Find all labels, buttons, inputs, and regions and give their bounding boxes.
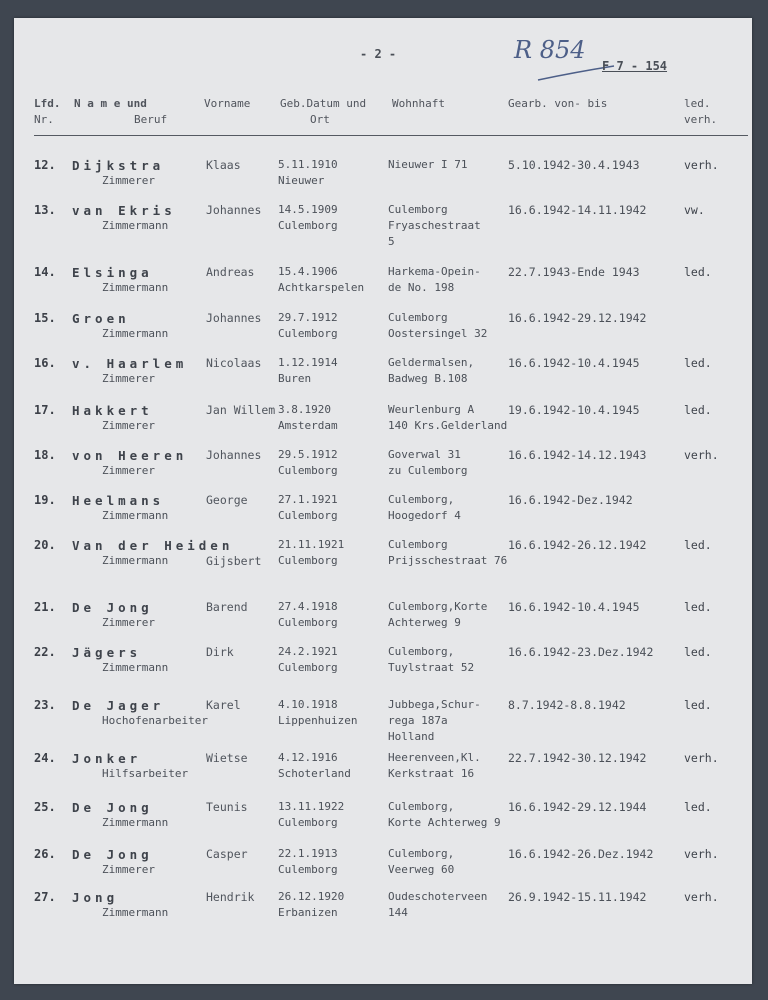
- first-name: Nicolaas: [206, 356, 262, 370]
- surname: von Heeren: [72, 448, 188, 463]
- residence-line: Culemborg,: [388, 493, 455, 506]
- residence-line: Nieuwer I 71: [388, 158, 468, 171]
- header-geb-datum: Geb.Datum und: [280, 97, 367, 110]
- residence-line: Korte Achterweg 9: [388, 816, 501, 829]
- residence-line: 140 Krs.Gelderland: [388, 419, 508, 432]
- residence-line: Goverwal 31: [388, 448, 461, 461]
- header-divider: [34, 135, 748, 136]
- first-name: Johannes: [206, 311, 262, 325]
- surname: Jägers: [72, 645, 142, 660]
- row-number: 22.: [34, 645, 56, 659]
- residence-line: 144: [388, 906, 408, 919]
- residence-line: Prijsschestraat 76: [388, 554, 508, 567]
- birth-date: 29.7.1912: [278, 311, 338, 324]
- row-number: 14.: [34, 265, 56, 279]
- surname: Dijkstra: [72, 158, 165, 173]
- occupation: Zimmerer: [102, 174, 155, 187]
- birth-date: 5.11.1910: [278, 158, 338, 171]
- first-name: Hendrik: [206, 890, 255, 904]
- first-name: Wietse: [206, 751, 248, 765]
- residence-line: 5: [388, 235, 395, 248]
- birth-place: Culemborg: [278, 863, 338, 876]
- row-number: 24.: [34, 751, 56, 765]
- occupation: Zimmermann: [102, 219, 169, 232]
- work-period: 19.6.1942-10.4.1945: [508, 403, 640, 417]
- occupation: Hochofenarbeiter: [102, 714, 208, 727]
- residence-line: Culemborg: [388, 538, 448, 551]
- birth-place: Amsterdam: [278, 419, 338, 432]
- occupation: Zimmerer: [102, 464, 155, 477]
- first-name: Klaas: [206, 158, 241, 172]
- row-number: 25.: [34, 800, 56, 814]
- residence-line: Veerweg 60: [388, 863, 455, 876]
- residence-line: Geldermalsen,: [388, 356, 475, 369]
- first-name: Karel: [206, 698, 241, 712]
- residence-line: zu Culemborg: [388, 464, 468, 477]
- birth-date: 4.10.1918: [278, 698, 338, 711]
- row-number: 16.: [34, 356, 56, 370]
- residence-line: Culemborg,: [388, 645, 455, 658]
- occupation: Hilfsarbeiter: [102, 767, 189, 780]
- birth-place: Culemborg: [278, 661, 338, 674]
- birth-place: Culemborg: [278, 464, 338, 477]
- work-period: 22.7.1942-30.12.1942: [508, 751, 647, 765]
- marital-status: led.: [684, 800, 712, 814]
- header-ort: Ort: [310, 113, 330, 126]
- header-lfd: Lfd.: [34, 97, 61, 110]
- birth-date: 14.5.1909: [278, 203, 338, 216]
- birth-date: 1.12.1914: [278, 356, 338, 369]
- row-number: 12.: [34, 158, 56, 172]
- row-number: 21.: [34, 600, 56, 614]
- birth-place: Culemborg: [278, 509, 338, 522]
- header-gearb: Gearb. von- bis: [508, 97, 608, 110]
- residence-line: Fryaschestraat: [388, 219, 481, 232]
- header-nr: Nr.: [34, 113, 54, 126]
- first-name: Barend: [206, 600, 248, 614]
- birth-place: Achtkarspelen: [278, 281, 365, 294]
- work-period: 16.6.1942-10.4.1945: [508, 600, 640, 614]
- work-period: 16.6.1942-10.4.1945: [508, 356, 640, 370]
- first-name: Dirk: [206, 645, 234, 659]
- birth-place: Culemborg: [278, 816, 338, 829]
- header-verh: verh.: [684, 113, 718, 126]
- occupation: Zimmermann: [102, 661, 169, 674]
- row-number: 17.: [34, 403, 56, 417]
- surname: De Jager: [72, 698, 165, 713]
- occupation: Zimmermann: [102, 327, 169, 340]
- residence-line: Oostersingel 32: [388, 327, 488, 340]
- birth-place: Nieuwer: [278, 174, 325, 187]
- occupation: Zimmerer: [102, 863, 155, 876]
- work-period: 8.7.1942-8.8.1942: [508, 698, 626, 712]
- page-number: - 2 -: [360, 47, 397, 61]
- occupation: Zimmerer: [102, 616, 155, 629]
- document-page: [14, 18, 752, 984]
- row-number: 15.: [34, 311, 56, 325]
- birth-date: 4.12.1916: [278, 751, 338, 764]
- header-led: led.: [684, 97, 711, 110]
- residence-line: Culemborg: [388, 203, 448, 216]
- header-wohnhaft: Wohnhaft: [392, 97, 445, 110]
- occupation: Zimmermann: [102, 554, 169, 567]
- surname: De Jong: [72, 600, 153, 615]
- work-period: 16.6.1942-14.12.1943: [508, 448, 647, 462]
- surname: v. Haarlem: [72, 356, 188, 371]
- residence-line: Culemborg,: [388, 847, 455, 860]
- work-period: 16.6.1942-29.12.1942: [508, 311, 647, 325]
- first-name: Johannes: [206, 203, 262, 217]
- residence-line: Tuylstraat 52: [388, 661, 475, 674]
- residence-line: Weurlenburg A: [388, 403, 475, 416]
- header-vorname: Vorname: [204, 97, 251, 110]
- marital-status: verh.: [684, 847, 719, 861]
- marital-status: led.: [684, 538, 712, 552]
- residence-line: Achterweg 9: [388, 616, 461, 629]
- birth-place: Lippenhuizen: [278, 714, 358, 727]
- first-name: Andreas: [206, 265, 255, 279]
- work-period: 5.10.1942-30.4.1943: [508, 158, 640, 172]
- residence-line: Culemborg,: [388, 800, 455, 813]
- occupation: Zimmermann: [102, 816, 169, 829]
- occupation: Zimmermann: [102, 509, 169, 522]
- work-period: 26.9.1942-15.11.1942: [508, 890, 647, 904]
- residence-line: rega 187a: [388, 714, 448, 727]
- surname: Groen: [72, 311, 130, 326]
- residence-line: Kerkstraat 16: [388, 767, 475, 780]
- marital-status: led.: [684, 698, 712, 712]
- birth-place: Culemborg: [278, 554, 338, 567]
- occupation: Zimmermann: [102, 906, 169, 919]
- birth-date: 3.8.1920: [278, 403, 331, 416]
- first-name: Gijsbert: [206, 554, 262, 568]
- residence-line: de No. 198: [388, 281, 455, 294]
- first-name: George: [206, 493, 248, 507]
- occupation: Zimmermann: [102, 281, 169, 294]
- header-beruf: Beruf: [134, 113, 168, 126]
- birth-date: 15.4.1906: [278, 265, 338, 278]
- birth-date: 21.11.1921: [278, 538, 345, 551]
- birth-date: 27.4.1918: [278, 600, 338, 613]
- row-number: 20.: [34, 538, 56, 552]
- marital-status: led.: [684, 600, 712, 614]
- marital-status: led.: [684, 403, 712, 417]
- marital-status: verh.: [684, 448, 719, 462]
- work-period: 16.6.1942-26.12.1942: [508, 538, 647, 552]
- birth-date: 24.2.1921: [278, 645, 338, 658]
- birth-date: 22.1.1913: [278, 847, 338, 860]
- surname: De Jong: [72, 800, 153, 815]
- residence-line: Oudeschoterveen: [388, 890, 488, 903]
- marital-status: led.: [684, 356, 712, 370]
- residence-line: Badweg B.108: [388, 372, 468, 385]
- birth-place: Schoterland: [278, 767, 351, 780]
- row-number: 19.: [34, 493, 56, 507]
- first-name: Casper: [206, 847, 248, 861]
- residence-line: Harkema-Opein-: [388, 265, 481, 278]
- row-number: 23.: [34, 698, 56, 712]
- row-number: 18.: [34, 448, 56, 462]
- row-number: 13.: [34, 203, 56, 217]
- work-period: 16.6.1942-14.11.1942: [508, 203, 647, 217]
- surname: Hakkert: [72, 403, 153, 418]
- work-period: 16.6.1942-23.Dez.1942: [508, 645, 654, 659]
- first-name: Teunis: [206, 800, 248, 814]
- marital-status: led.: [684, 645, 712, 659]
- first-name: Jan Willem: [206, 403, 276, 417]
- surname: Heelmans: [72, 493, 165, 508]
- first-name: Johannes: [206, 448, 262, 462]
- row-number: 26.: [34, 847, 56, 861]
- marital-status: verh.: [684, 890, 719, 904]
- birth-date: 26.12.1920: [278, 890, 345, 903]
- header-name: N a m e und: [74, 97, 147, 110]
- work-period: 16.6.1942-Dez.1942: [508, 493, 633, 507]
- marital-status: verh.: [684, 158, 719, 172]
- marital-status: verh.: [684, 751, 719, 765]
- archive-stamp: R 854: [514, 36, 586, 64]
- surname: Van der Heiden: [72, 538, 234, 553]
- residence-line: Heerenveen,Kl.: [388, 751, 481, 764]
- marital-status: led.: [684, 265, 712, 279]
- birth-date: 27.1.1921: [278, 493, 338, 506]
- work-period: 16.6.1942-29.12.1944: [508, 800, 647, 814]
- work-period: 22.7.1943-Ende 1943: [508, 265, 640, 279]
- surname: Jonker: [72, 751, 142, 766]
- surname: De Jong: [72, 847, 153, 862]
- occupation: Zimmerer: [102, 372, 155, 385]
- birth-date: 13.11.1922: [278, 800, 345, 813]
- marital-status: vw.: [684, 203, 705, 217]
- residence-line: Culemborg,Korte: [388, 600, 488, 613]
- birth-place: Culemborg: [278, 327, 338, 340]
- birth-place: Culemborg: [278, 616, 338, 629]
- residence-line: Hoogedorf 4: [388, 509, 461, 522]
- residence-line: Culemborg: [388, 311, 448, 324]
- birth-date: 29.5.1912: [278, 448, 338, 461]
- file-reference: F 7 - 154: [602, 59, 668, 73]
- work-period: 16.6.1942-26.Dez.1942: [508, 847, 654, 861]
- row-number: 27.: [34, 890, 56, 904]
- surname: Jong: [72, 890, 119, 905]
- occupation: Zimmerer: [102, 419, 155, 432]
- surname: Elsinga: [72, 265, 153, 280]
- birth-place: Buren: [278, 372, 312, 385]
- birth-place: Erbanizen: [278, 906, 338, 919]
- surname: van Ekris: [72, 203, 176, 218]
- residence-line: Jubbega,Schur-: [388, 698, 481, 711]
- birth-place: Culemborg: [278, 219, 338, 232]
- residence-line: Holland: [388, 730, 435, 743]
